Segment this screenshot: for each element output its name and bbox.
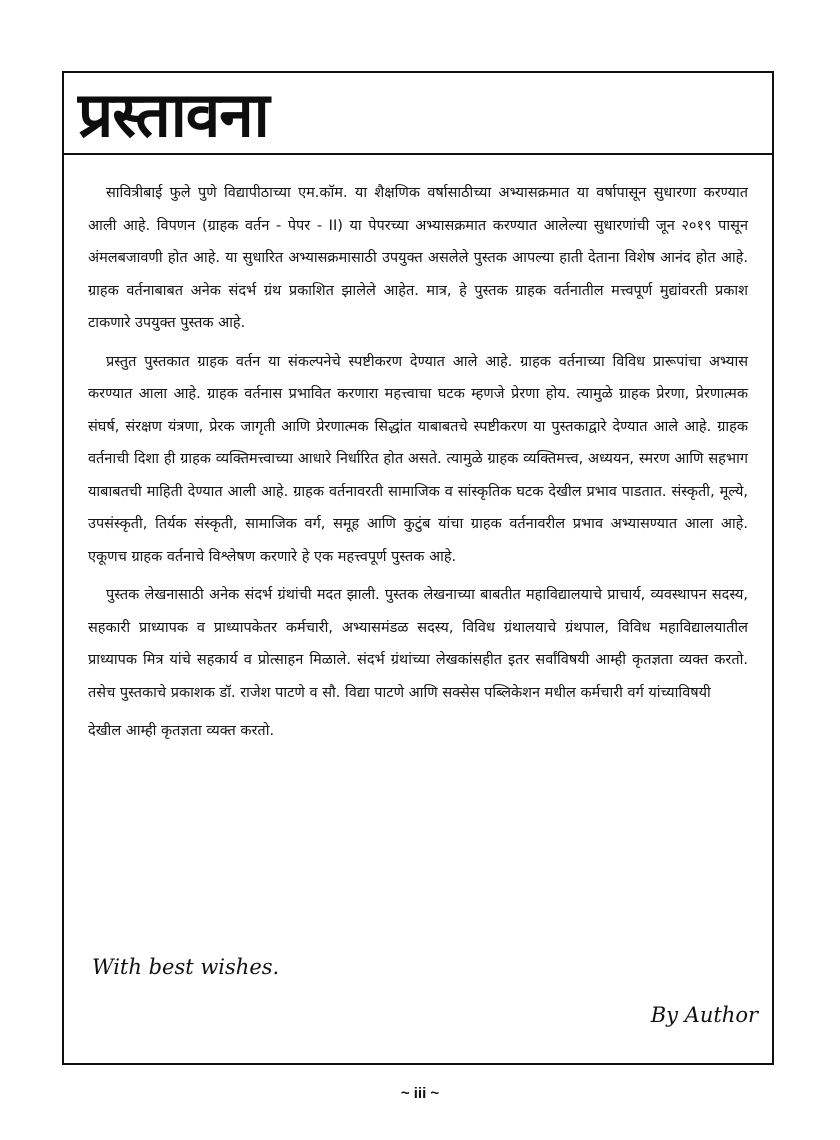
page-title: प्रस्तावना — [78, 78, 269, 151]
paragraph-4: देखील आम्ही कृतज्ञता व्यक्त करतो. — [88, 723, 275, 739]
closing-text: With best wishes. — [92, 955, 280, 979]
paragraph-1: सावित्रीबाई फुले पुणे विद्यापीठाच्या एम.कॉम. या शैक्षणिक वर्षासाठीच्या अभ्यासक्रमात या वर्षापासून सुधारणा करण्यात आली आहे. विपणन (ग्राहक वर्तन - पेपर - II) या पेपरच्या अभ्यासक्रमात करण्यात आलेल्या सुधारणांची जून २०१९ पासून अंमलबजावणी होत आहे. या सुधारित अभ्यासक्रमासाठी उपयुक्त असलेले पुस्तक आपल्या हाती देताना विशेष आनंद होत आहे. ग्राहक वर्तनाबाबत अनेक संदर्भ ग्रंथ प्रकाशित झालेले आहेत. मात्र, हे पुस्तक ग्राहक वर्तनातील मत्त्वपूर्ण मुद्यांवरती प्रकाश टाकणारे उपयुक्त पुस्तक आहे. — [88, 185, 748, 331]
preface-body — [88, 177, 748, 754]
signature-text: By Author — [650, 1003, 758, 1027]
page-frame — [62, 71, 774, 1065]
paragraph-2: प्रस्तुत पुस्तकात ग्राहक वर्तन या संकल्पनेचे स्पष्टीकरण देण्यात आले आहे. ग्राहक वर्तनाच्या विविध प्रारूपांचा अभ्यास करण्यात आला आहे. ग्राहक वर्तनास प्रभावित करणारा महत्त्वाचा घटक म्हणजे प्रेरणा होय. त्यामुळे ग्राहक प्रेरणा, प्रेरणात्मक संघर्ष, संरक्षण यंत्रणा, प्रेरक जागृती आणि प्रेरणात्मक सिद्धांत याबाबतचे स्पष्टीकरण या पुस्तकाद्वारे देण्यात आले आहे. ग्राहक वर्तनाची दिशा ही ग्राहक व्यक्तिमत्त्वाच्या आधारे निर्धारित होत असते. त्यामुळे ग्राहक व्यक्तिमत्त्व, अध्ययन, स्मरण आणि सहभाग याबाबतची माहिती देण्यात आली आहे. ग्राहक वर्तनावरती सामाजिक व सांस्कृतिक घटक देखील प्रभाव पाडतात. संस्कृती, मूल्ये, उपसंस्कृती, तिर्यक संस्कृती, सामाजिक वर्ग, समूह आणि कुटुंब यांचा ग्राहक वर्तनावरील प्रभाव अभ्यासण्यात आला आहे. एकूणच ग्राहक वर्तनाचे विश्लेषण करणारे हे एक महत्त्वपूर्ण पुस्तक आहे. — [88, 353, 748, 565]
page-number: ~ iii ~ — [400, 1085, 440, 1102]
title-divider — [64, 153, 772, 155]
paragraph-3: पुस्तक लेखनासाठी अनेक संदर्भ ग्रंथांची मदत झाली. पुस्तक लेखनाच्या बाबतीत महाविद्यालयाचे प्राचार्य, व्यवस्थापन सदस्य, सहकारी प्राध्यापक व प्राध्यापकेतर कर्मचारी, अभ्यासमंडळ सदस्य, विविध ग्रंथालयाचे ग्रंथपाल, विविध महाविद्यालयातील प्राध्यापक मित्र यांचे सहकार्य व प्रोत्साहन मिळाले. संदर्भ ग्रंथांच्या लेखकांसहीत इतर सर्वांविषयी आम्ही कृतज्ञता व्यक्त करतो. तसेच पुस्तकाचे प्रकाशक डॉ. राजेश पाटणे व सौ. विद्या पाटणे आणि सक्सेस पब्लिकेशन मधील कर्मचारी वर्ग यांच्याविषयी — [88, 587, 748, 701]
